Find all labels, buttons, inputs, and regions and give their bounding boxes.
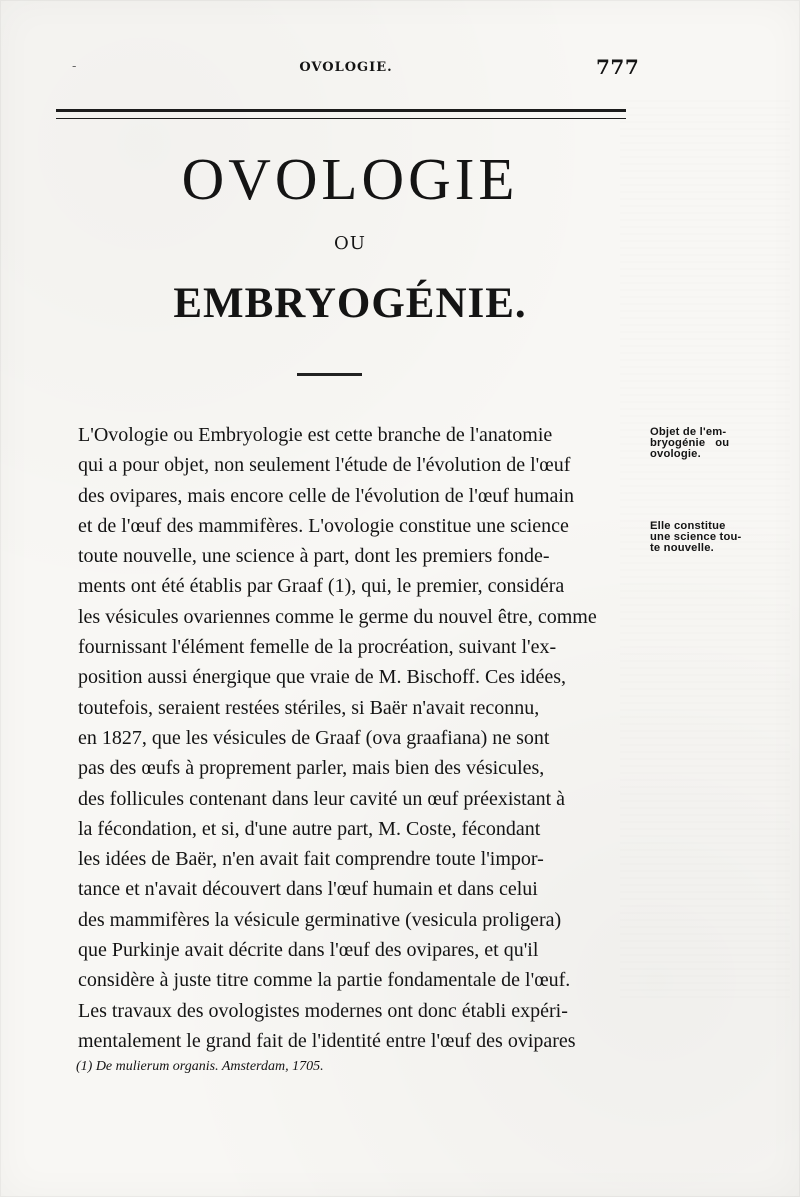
body-line: toute nouvelle, une science à part, dont les premiers fonde- <box>78 545 550 568</box>
body-text <box>78 420 638 1056</box>
top-rule <box>56 109 626 119</box>
subtitle: EMBRYOGÉNIE. <box>173 280 527 327</box>
title-or: OU <box>334 233 366 254</box>
body-line: considère à juste titre comme la partie fondamentale de l'œuf. <box>78 969 571 992</box>
body-line: position aussi énergique que vraie de M. Bischoff. Ces idées, <box>78 666 567 689</box>
body-line: qui a pour objet, non seulement l'étude de l'évolution de l'œuf <box>78 454 571 477</box>
body-line: toutefois, seraient restées stériles, si Baër n'avait reconnu, <box>78 696 540 719</box>
body-line: des mammifères la vésicule germinative (vesicula proligera) <box>78 908 562 931</box>
main-title: OVOLOGIE <box>181 146 519 212</box>
title-block <box>140 146 560 327</box>
page-number: 777 <box>596 55 640 79</box>
body-line: la fécondation, et si, d'une autre part, M. Coste, fécondant <box>78 817 541 840</box>
body-line: tance et n'avait découvert dans l'œuf humain et dans celui <box>78 878 538 901</box>
section-rule <box>297 373 362 376</box>
body-line: en 1827, que les vésicules de Graaf (ova graafiana) ne sont <box>78 726 550 749</box>
body-line: les vésicules ovariennes comme le germe du nouvel être, comme <box>78 605 597 628</box>
body-line: L'Ovologie ou Embryologie est cette branche de l'anatomie <box>78 424 553 446</box>
body-line: et de l'œuf des mammifères. L'ovologie constitue une science <box>78 514 569 537</box>
header-left-mark: - <box>72 59 77 74</box>
body-line: des follicules contenant dans leur cavité un œuf préexistant à <box>78 787 566 810</box>
running-title: OVOLOGIE. <box>299 60 393 75</box>
body-line: fournissant l'élément femelle de la procréation, suivant l'ex- <box>78 636 557 659</box>
footnote: (1) De mulierum organis. Amsterdam, 1705. <box>76 1059 324 1074</box>
body-line: des ovipares, mais encore celle de l'évolution de l'œuf humain <box>78 484 574 507</box>
body-line: les idées de Baër, n'en avait fait comprendre toute l'impor- <box>78 848 544 871</box>
margin-note-purpose: Objet de l'em- bryogénie ou ovologie. <box>650 426 730 461</box>
body-line: Les travaux des ovologistes modernes ont donc établi expéri- <box>78 999 568 1022</box>
body-line: ments ont été établis par Graaf (1), qui, le premier, considéra <box>78 575 565 598</box>
body-line: que Purkinje avait décrite dans l'œuf des ovipares, et qu'il <box>78 939 539 962</box>
body-line: mentalement le grand fait de l'identité entre l'œuf des ovipares <box>78 1029 576 1052</box>
body-line: pas des œufs à proprement parler, mais bien des vésicules, <box>78 757 545 780</box>
margin-note-new-science: Elle constitue une science tou- te nouvelle. <box>650 520 742 555</box>
